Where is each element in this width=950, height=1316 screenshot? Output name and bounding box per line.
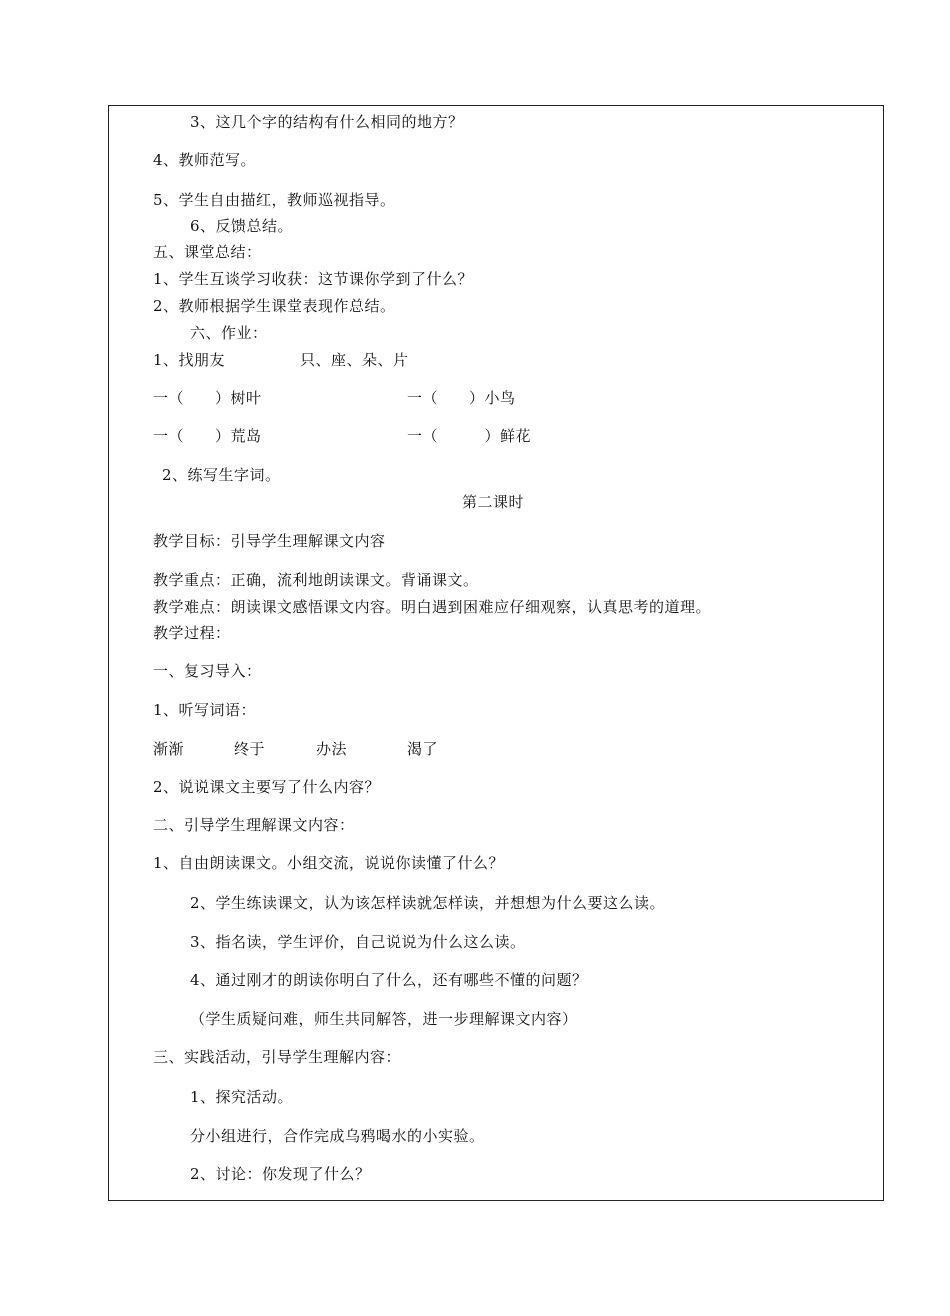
text-line: 3、指名读，学生评价，自己说说为什么这么读。 (190, 933, 526, 951)
text-line: 3、这几个字的结构有什么相同的地方？ (190, 113, 464, 131)
text-line: 只、座、朵、片 (300, 351, 409, 369)
text-line: 一（ ）小鸟 (407, 389, 516, 407)
text-line: 渐渐 (153, 740, 185, 758)
text-line: 教学过程： (153, 624, 231, 642)
text-line: 终于 (234, 740, 266, 758)
text-line: 1、学生互谈学习收获：这节课你学到了什么？ (153, 270, 474, 288)
text-line: 6、反馈总结。 (190, 217, 294, 235)
text-line: 5、学生自由描红，教师巡视指导。 (153, 191, 396, 209)
text-line: 一、复习导入： (153, 662, 262, 680)
text-line: （学生质疑问难，师生共同解答，进一步理解课文内容） (190, 1010, 578, 1028)
text-line: 1、探究活动。 (190, 1088, 294, 1106)
text-line: 4、教师范写。 (153, 151, 257, 169)
text-line: 一（ ）荒岛 (153, 427, 262, 445)
text-line: 五、课堂总结： (153, 243, 262, 261)
section-heading: 第二课时 (462, 493, 525, 511)
text-line: 教学重点：正确，流利地朗读课文。背诵课文。 (153, 571, 479, 589)
text-line: 一（ ）鲜花 (407, 427, 532, 445)
text-line: 教学难点：朗读课文感悟课文内容。明白遇到困难应仔细观察，认真思考的道理。 (153, 598, 712, 616)
text-line: 1、听写词语： (153, 701, 257, 719)
text-line: 2、讨论：你发现了什么？ (190, 1165, 371, 1183)
text-line: 分小组进行，合作完成乌鸦喝水的小实验。 (190, 1127, 485, 1145)
text-line: 1、找朋友 (153, 351, 226, 369)
text-line: 办法 (316, 740, 348, 758)
text-line: 渴了 (407, 740, 439, 758)
text-line: 2、学生练读课文，认为该怎样读就怎样读，并想想为什么要这么读。 (190, 894, 666, 912)
text-line: 1、自由朗读课文。小组交流，说说你读懂了什么？ (153, 854, 505, 872)
text-line: 三、实践活动，引导学生理解内容： (153, 1048, 402, 1066)
text-line: 一（ ）树叶 (153, 389, 262, 407)
text-line: 2、教师根据学生课堂表现作总结。 (153, 297, 396, 315)
text-line: 二、引导学生理解课文内容： (153, 816, 355, 834)
text-line: 六、作业： (190, 324, 268, 342)
text-line: 2、说说课文主要写了什么内容？ (153, 778, 381, 796)
text-line: 4、通过刚才的朗读你明白了什么，还有哪些不懂的问题？ (190, 971, 588, 989)
text-line: 教学目标：引导学生理解课文内容 (153, 532, 386, 550)
text-line: 2、练写生字词。 (162, 466, 281, 484)
